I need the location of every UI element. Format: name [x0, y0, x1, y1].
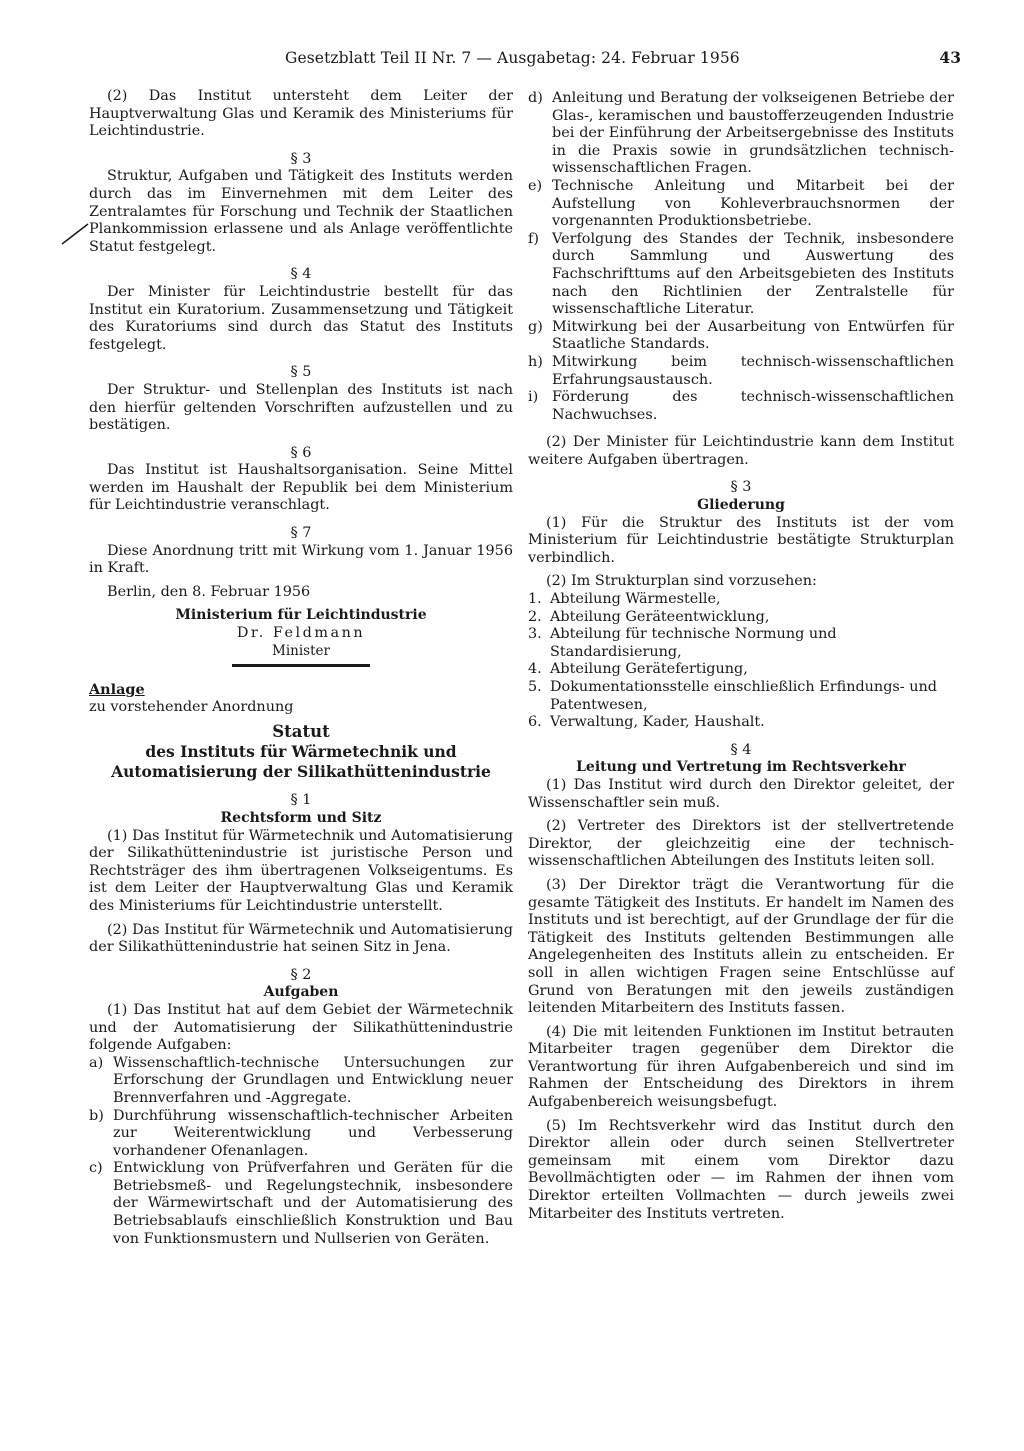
list-item-label: f)	[528, 230, 539, 247]
paragraph: (1) Das Institut wird durch den Direktor geleitet, der Wissenschaftler sein muß.	[528, 776, 954, 811]
paragraph: (2) Vertreter des Direktors ist der stellvertretende Direktor, der gleichzeitig eine der technisch-wissenschaftlichen Abteilungen des Instituts leiten soll.	[528, 818, 954, 870]
list-item-label: 5.	[528, 679, 542, 695]
list-item-text: Technische Anleitung und Mitarbeit bei der Aufstellung von Kohleverbrauchsnormen der vorgenannten Produktionsbetriebe.	[552, 177, 954, 230]
list-item	[528, 231, 954, 319]
paragraph: Der Struktur- und Stellenplan des Instituts ist nach den hierfür geltenden Vorschriften aufzustellen und zu bestätigen.	[89, 381, 513, 434]
section-label: § 1	[290, 792, 312, 809]
list-item	[528, 714, 954, 732]
list-item-text: Förderung des technisch-wissenschaftlichen Nachwuchses.	[552, 389, 954, 423]
statut-subtitle-line: Automatisierung der Silikathüttenindustrie	[111, 762, 491, 782]
section-title: Gliederung	[697, 497, 785, 514]
list-item-text: Abteilung für technische Normung und Standardisierung,	[550, 626, 837, 660]
list-item-text: Durchführung wissenschaftlich-technischer Arbeiten zur Weiterentwicklung und Verbesserung vorhandener Ofenanlagen.	[113, 1107, 513, 1159]
list-item-text: Abteilung Gerätefertigung,	[550, 661, 748, 678]
section-title: Rechtsform und Sitz	[220, 810, 382, 826]
signer-role: Minister	[272, 642, 330, 659]
list-item-text: Wissenschaftlich-technische Untersuchungen zur Erforschung der Grundlagen und Entwicklung neuer Brennverfahren und -Aggregate.	[113, 1054, 513, 1106]
date-line: Berlin, den 8. Februar 1956	[107, 583, 311, 600]
list-item-label: h)	[528, 353, 543, 370]
list-item-text: Verfolgung des Standes der Technik, insbesondere durch Sammlung und Auswertung des Fachschrifttums auf den Arbeitsgebieten des Instituts nach den Richtlinien der Zentralstelle für wissenschaftliche Literatur.	[552, 230, 954, 318]
list-item	[89, 1108, 513, 1161]
paragraph: (4) Die mit leitenden Funktionen im Institut betrauten Mitarbeiter tragen gegenüber dem Direktor die Verantwortung für ihren Aufgabenbereich und sind im Rahmen der Entscheidung des Direktors in ihrem Aufgabenbereich weisungsbefugt.	[528, 1023, 954, 1111]
list-item	[89, 1160, 513, 1248]
section-label: § 7	[290, 525, 312, 542]
list-item-label: 2.	[528, 608, 542, 625]
header-title: Gesetzblatt Teil II Nr. 7 — Ausgabetag: 24. Februar 1956	[285, 49, 740, 67]
list-item-label: 4.	[528, 661, 542, 678]
ministry-name: Ministerium für Leichtindustrie	[175, 607, 427, 624]
statut-subtitle-line: des Instituts für Wärmetechnik und	[145, 742, 457, 762]
list-item-text: Abteilung Geräteentwicklung,	[550, 608, 770, 625]
signature-rule	[232, 664, 370, 667]
list-item-label: a)	[89, 1054, 104, 1071]
list-item	[528, 178, 954, 231]
list-item-label: b)	[89, 1107, 104, 1124]
signer-name: Dr. Feldmann	[236, 625, 366, 642]
paragraph: Diese Anordnung tritt mit Wirkung vom 1. Januar 1956 in Kraft.	[89, 542, 513, 577]
anlage-title: Anlage	[89, 681, 145, 699]
paragraph: (1) Für die Struktur des Instituts ist der vom Ministerium für Leichtindustrie bestätigte Strukturplan verbindlich.	[528, 514, 954, 566]
list-item	[528, 90, 954, 178]
paragraph: (2) Das Institut für Wärmetechnik und Automatisierung der Silikathüttenindustrie hat seinen Sitz in Jena.	[89, 921, 513, 956]
page-number: 43	[939, 48, 961, 67]
list-item-label: d)	[528, 90, 543, 106]
margin-pen-mark	[60, 222, 90, 246]
anlage-subtitle: zu vorstehender Anordnung	[89, 698, 294, 715]
section-label: § 6	[290, 444, 312, 461]
list-item-text: Anleitung und Beratung der volkseigenen Betriebe der Glas-, keramischen und baustofferzeugenden Industrie bei der Einführung der Arbeitsergebnisse des Instituts in die Praxis sowie in grundsätzlichen technisch-wissenschaftlichen Fragen.	[552, 90, 954, 177]
section-label: § 5	[290, 364, 312, 381]
list-item	[528, 319, 954, 354]
list-item-text: Mitwirkung bei der Ausarbeitung von Entwürfen für Staatliche Standards.	[552, 318, 954, 353]
list-item-label: c)	[89, 1160, 103, 1177]
section-label: § 4	[730, 741, 752, 758]
list-item	[528, 626, 954, 661]
paragraph: (3) Der Direktor trägt die Verantwortung für die gesamte Tätigkeit des Instituts. Er handelt im Namen des Instituts und ist berechtigt, auf der Grundlage der für die Tätigkeit des Instituts geltenden Bestimmungen alle Angelegenheiten des Instituts allein zu entscheiden. Er soll in allen wichtigen Fragen seine Entschlüsse auf Grund von Beratungen mit den jeweils zuständigen leitenden Mitarbeitern des Instituts fassen.	[528, 876, 954, 1017]
list-item	[89, 1055, 513, 1108]
list-item-label: 1.	[528, 591, 542, 608]
paragraph: (2) Das Institut untersteht dem Leiter der Hauptverwaltung Glas und Keramik des Ministeriums für Leichtindustrie.	[89, 88, 513, 140]
list-item-label: e)	[528, 177, 543, 194]
list-item	[528, 661, 954, 679]
paragraph: (5) Im Rechtsverkehr wird das Institut durch den Direktor allein oder durch seinen Stellvertreter gemeinsam mit einem vom Direktor dazu Bevollmächtigten oder — im Rahmen der ihnen vom Direktor erteilten Vollmachten — durch jeweils zwei Mitarbeiter des Instituts vertreten.	[528, 1117, 954, 1222]
list-item-text: Dokumentationsstelle einschließlich Erfindungs- und Patentwesen,	[550, 679, 937, 713]
paragraph: (2) Im Strukturplan sind vorzusehen:	[546, 573, 817, 590]
statut-title: Statut	[272, 722, 330, 742]
paragraph: Der Minister für Leichtindustrie bestellt für das Institut ein Kuratorium. Zusammensetzung und Tätigkeit des Kuratoriums sind durch das Statut des Instituts festgelegt.	[89, 283, 513, 353]
paragraph: (2) Der Minister für Leichtindustrie kann dem Institut weitere Aufgaben übertragen.	[528, 434, 954, 468]
section-label: § 3	[290, 150, 312, 167]
list-item-label: g)	[528, 318, 543, 335]
right-column	[528, 90, 954, 1223]
list-item-label: i)	[528, 389, 539, 406]
section-label: § 2	[290, 966, 312, 983]
section-label: § 3	[730, 479, 752, 496]
list-item	[528, 679, 954, 714]
list-item	[528, 389, 954, 424]
paragraph: Struktur, Aufgaben und Tätigkeit des Instituts werden durch das im Einvernehmen mit dem Leiter des Zentralamtes für Forschung und Technik der Staatlichen Plankommission erlassene und als Anlage veröffentlichte Statut festgelegt.	[89, 168, 513, 255]
list-item-text: Mitwirkung beim technisch-wissenschaftlichen Erfahrungsaustausch.	[552, 353, 954, 388]
list-item-label: 3.	[528, 626, 542, 643]
section-label: § 4	[290, 266, 312, 283]
list-item-text: Abteilung Wärmestelle,	[550, 591, 721, 608]
list-item	[528, 609, 954, 627]
page-header	[285, 47, 961, 69]
list-item-text: Entwicklung von Prüfverfahren und Geräten für die Betriebsmeß- und Regelungstechnik, insbesondere der Wärmewirtschaft und der Automatisierung des Betriebsablaufs einschließlich Konstruktion und Bau von Funktionsmustern und Nullserien von Geräten.	[113, 1160, 513, 1247]
list-item	[528, 591, 954, 609]
paragraph: (1) Das Institut hat auf dem Gebiet der Wärmetechnik und der Automatisierung der Silikathüttenindustrie folgende Aufgaben:	[89, 1001, 513, 1054]
list-item-label: 6.	[528, 714, 542, 731]
section-title: Leitung und Vertretung im Rechtsverkehr	[576, 759, 906, 776]
paragraph: (1) Das Institut für Wärmetechnik und Automatisierung der Silikathüttenindustrie ist juristische Person und Rechtsträger des ihm übertragenen Volkseigentums. Es ist dem Leiter der Hauptverwaltung Glas und Keramik des Ministeriums für Leichtindustrie unterstellt.	[89, 827, 513, 914]
list-item-text: Verwaltung, Kader, Haushalt.	[550, 714, 765, 731]
left-column	[89, 88, 513, 1248]
paragraph: Das Institut ist Haushaltsorganisation. Seine Mittel werden im Haushalt der Republik bei dem Ministerium für Leichtindustrie veranschlagt.	[89, 462, 513, 514]
section-title: Aufgaben	[263, 984, 339, 1001]
list-item	[528, 354, 954, 389]
